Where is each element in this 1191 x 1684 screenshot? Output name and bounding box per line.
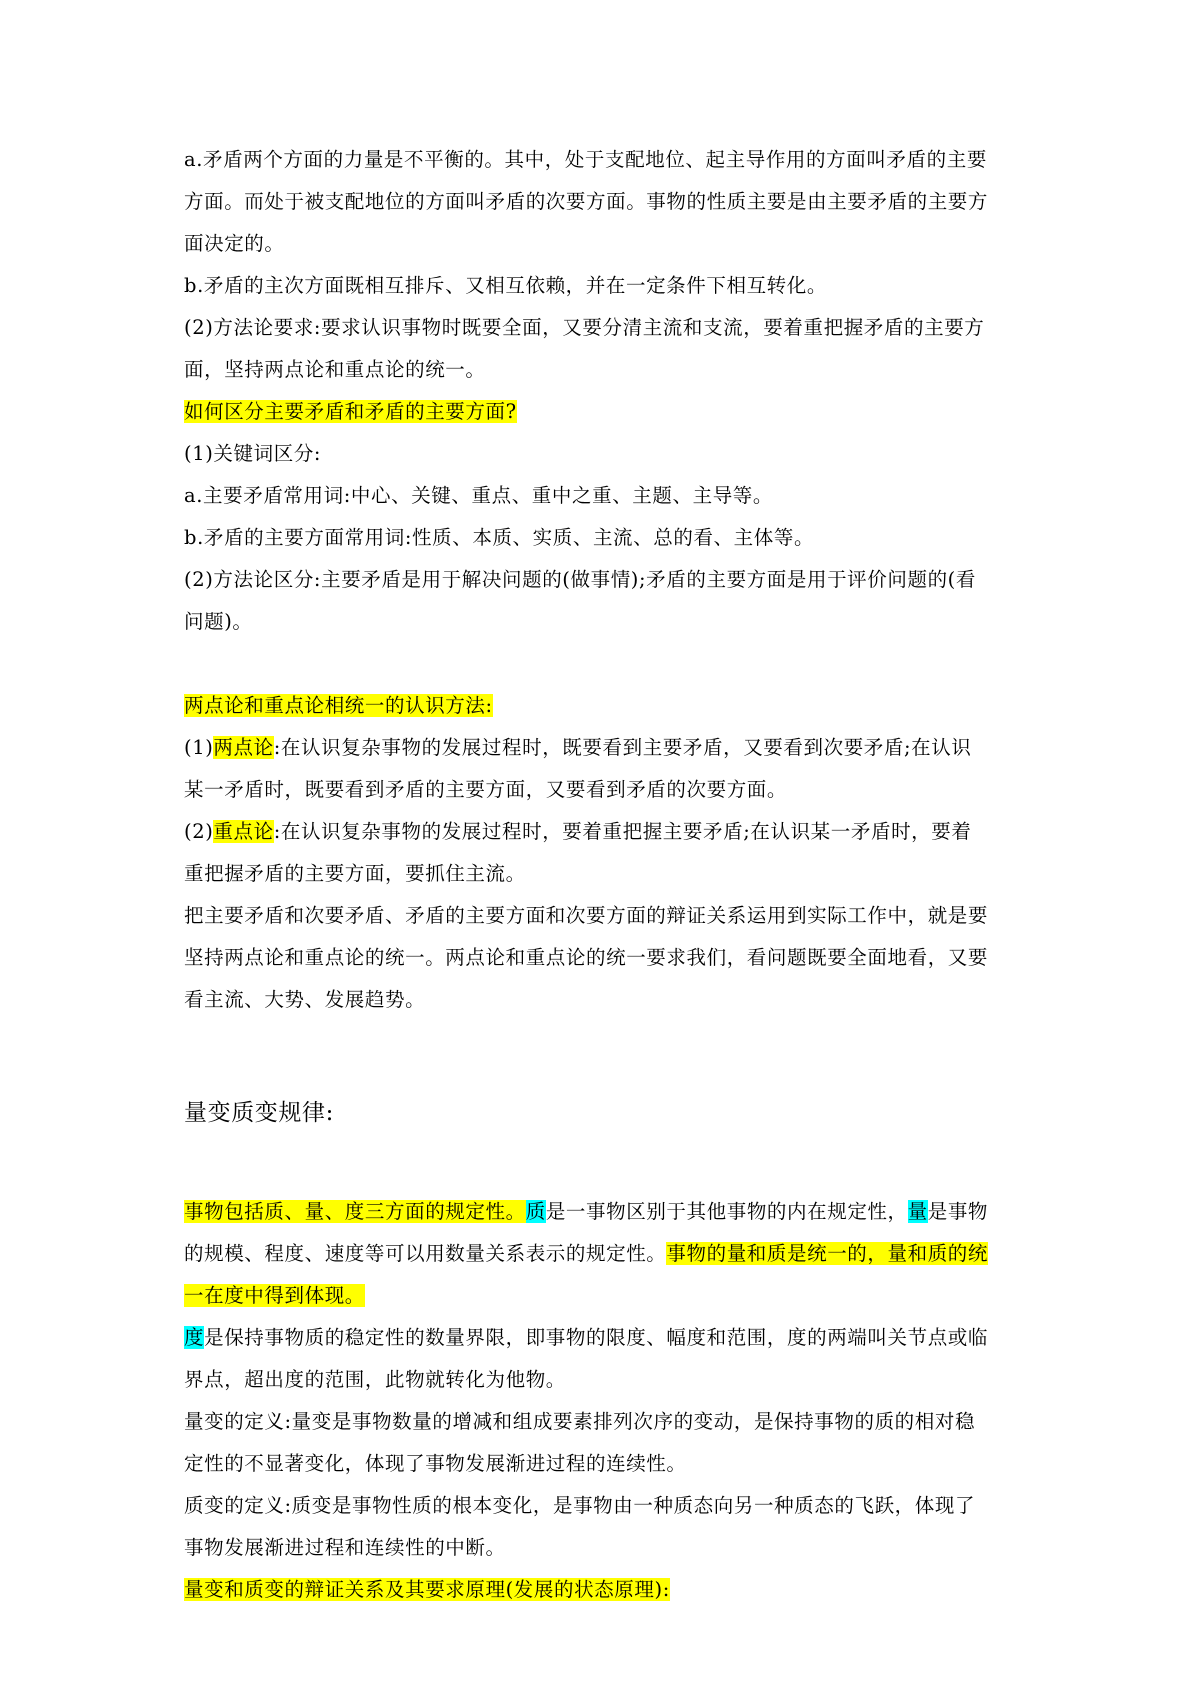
text-line <box>184 1233 1020 1275</box>
text-line <box>184 1275 1020 1317</box>
text-line: (1)关键词区分: <box>184 442 322 465</box>
paragraph-gap <box>184 643 1020 685</box>
section-heading-line <box>184 1569 1020 1611</box>
text-line: 重把握矛盾的主要方面，要抓住主流。 <box>184 862 526 885</box>
highlighted-text: 量变和质变的辩证关系及其要求原理(发展的状态原理): <box>184 1578 670 1601</box>
text-line: b.矛盾的主要方面常用词:性质、本质、实质、主流、总的看、主体等。 <box>184 526 815 549</box>
text-segment: 的规模、程度、速度等可以用数量关系表示的规定性。 <box>184 1242 667 1265</box>
highlighted-term: 量 <box>907 1200 928 1223</box>
text-line <box>184 727 1020 769</box>
text-segment: (1) <box>184 736 214 759</box>
highlighted-term: 两点论 <box>213 736 274 759</box>
text-line: 把主要矛盾和次要矛盾、矛盾的主要方面和次要方面的辩证关系运用到实际工作中，就是要 <box>184 904 989 927</box>
text-segment: 是一事物区别于其他事物的内在规定性， <box>545 1200 908 1223</box>
text-segment: 是保持事物质的稳定性的数量界限，即事物的限度、幅度和范围，度的两端叫关节点或临 <box>204 1326 989 1349</box>
text-line: 某一矛盾时，既要看到矛盾的主要方面，又要看到矛盾的次要方面。 <box>184 778 788 801</box>
paragraph-gap <box>184 1021 1020 1089</box>
text-segment: :在认识复杂事物的发展过程时，既要看到主要矛盾，又要看到次要矛盾;在认识 <box>273 736 972 759</box>
section-title: 量变质变规律: <box>184 1100 334 1126</box>
text-line: 问题)。 <box>184 610 253 633</box>
text-line: 坚持两点论和重点论的统一。两点论和重点论的统一要求我们，看问题既要全面地看，又要 <box>184 946 989 969</box>
text-segment: 是事物 <box>927 1200 989 1223</box>
text-line: a.矛盾两个方面的力量是不平衡的。其中，处于支配地位、起主导作用的方面叫矛盾的主要 <box>184 148 987 171</box>
highlighted-term: 质 <box>525 1200 546 1223</box>
text-segment: (2) <box>184 820 214 843</box>
text-line: 事物发展渐进过程和连续性的中断。 <box>184 1536 506 1559</box>
section-question-line <box>184 391 1020 433</box>
text-line: 定性的不显著变化，体现了事物发展渐进过程的连续性。 <box>184 1452 687 1475</box>
paragraph-gap <box>184 1137 1020 1191</box>
text-line: 面，坚持两点论和重点论的统一。 <box>184 358 486 381</box>
highlighted-text: 事物的量和质是统一的，量和质的统 <box>666 1242 989 1265</box>
highlighted-text: 如何区分主要矛盾和矛盾的主要方面? <box>184 400 517 423</box>
text-line: 量变的定义:量变是事物数量的增减和组成要素排列次序的变动，是保持事物的质的相对稳 <box>184 1410 976 1433</box>
text-line: (2)方法论区分:主要矛盾是用于解决问题的(做事情);矛盾的主要方面是用于评价问题的(看 <box>184 568 976 591</box>
text-line <box>184 811 1020 853</box>
text-line: 界点，超出度的范围，此物就转化为他物。 <box>184 1368 566 1391</box>
text-line: (2)方法论要求:要求认识事物时既要全面，又要分清主流和支流，要着重把握矛盾的主要方 <box>184 316 985 339</box>
section-heading-line <box>184 685 1020 727</box>
text-line: b.矛盾的主次方面既相互排斥、又相互依赖，并在一定条件下相互转化。 <box>184 274 827 297</box>
text-line: 质变的定义:质变是事物性质的根本变化，是事物由一种质态向另一种质态的飞跃，体现了 <box>184 1494 976 1517</box>
highlighted-text: 一在度中得到体现。 <box>184 1284 365 1307</box>
text-line: a.主要矛盾常用词:中心、关键、重点、重中之重、主题、主导等。 <box>184 484 773 507</box>
highlighted-term: 度 <box>184 1326 205 1349</box>
document-body <box>184 139 1020 1611</box>
text-segment: :在认识复杂事物的发展过程时，要着重把握主要矛盾;在认识某一矛盾时，要着 <box>273 820 972 843</box>
text-line: 面决定的。 <box>184 232 285 255</box>
text-line: 方面。而处于被支配地位的方面叫矛盾的次要方面。事物的性质主要是由主要矛盾的主要方 <box>184 190 989 213</box>
text-line <box>184 1191 1020 1233</box>
text-line <box>184 1317 1020 1359</box>
text-line: 看主流、大势、发展趋势。 <box>184 988 426 1011</box>
highlighted-text: 事物包括质、量、度三方面的规定性。 <box>184 1200 526 1223</box>
highlighted-term: 重点论 <box>213 820 274 843</box>
highlighted-text: 两点论和重点论相统一的认识方法: <box>184 694 493 717</box>
